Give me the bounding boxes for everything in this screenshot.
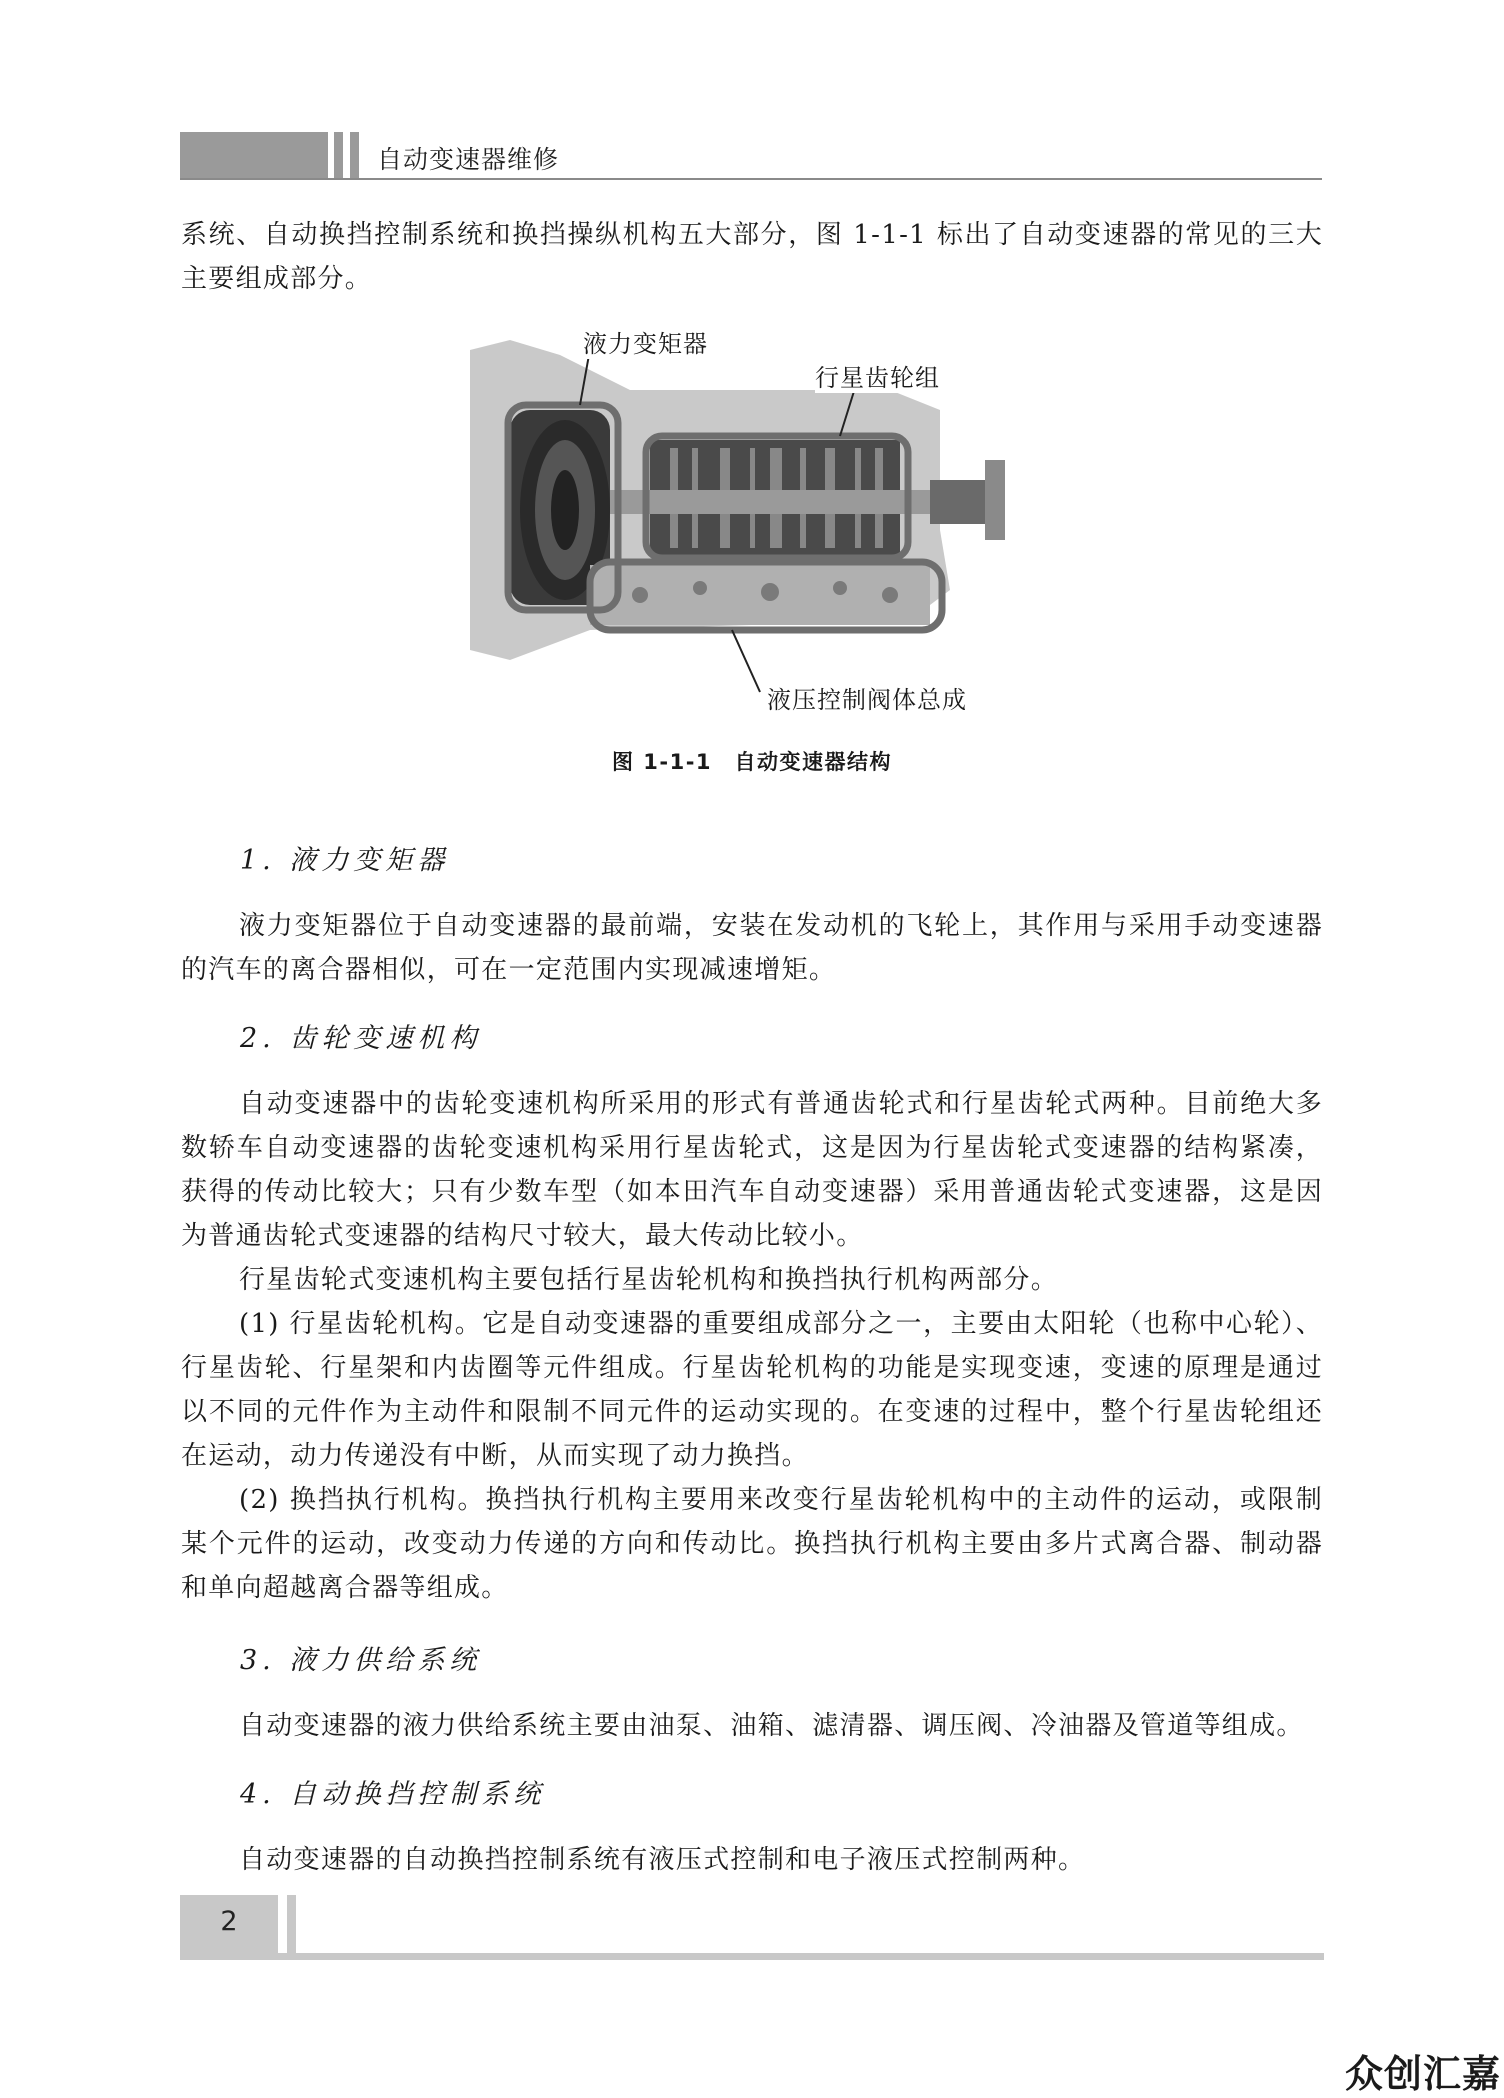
section-1-body: 液力变矩器位于自动变速器的最前端，安装在发动机的飞轮上，其作用与采用手动变速器的汽车的离合器相似，可在一定范围内实现减速增矩。 <box>181 911 1323 985</box>
label-valve-body: 液压控制阀体总成 <box>767 680 967 715</box>
page-number: 2 <box>220 1906 238 1937</box>
intro-paragraph: 系统、自动换挡控制系统和换挡操纵机构五大部分，图 1-1-1 标出了自动变速器的常见的三大主要组成部分。 <box>181 220 1323 294</box>
label-planetary-gear-set: 行星齿轮组 <box>815 358 940 393</box>
label-torque-converter: 液力变矩器 <box>583 324 708 359</box>
footer-bar <box>287 1895 296 1953</box>
section-2-body: 自动变速器中的齿轮变速机构所采用的形式有普通齿轮式和行星齿轮式两种。目前绝大多数轿车自动变速器的齿轮变速机构采用行星齿轮式，这是因为行星齿轮式变速器的结构紧凑，获得的传动比较大；只有少数车型（如本田汽车自动变速器）采用普通齿轮式变速器，这是因为普通齿轮式变速器的结构尺寸较大，最大传动比较小。 行星齿轮式变速机构主要包括行星齿轮机构和换挡执行机构两部分。 (1) 行星齿轮机构。它是自动变速器的重要组成部分之一，主要由太阳轮（也称中心轮）、行星齿轮、行星架和内齿圈等元件组成。行星齿轮机构的功能是实现变速，变速的原理是通过以不同的元件作为主动件和限制不同元件的运动实现的。在变速的过程中，整个行星齿轮组还在运动，动力传递没有中断，从而实现了动力换挡。 (2) 换挡执行机构。换挡执行机构主要用来改变行星齿轮机构中的主动件的运动，或限制某个元件的运动，改变动力传递的方向和传动比。换挡执行机构主要由多片式离合器、制动器和单向超越离合器等组成。 <box>181 1089 1323 1603</box>
footer-rule <box>180 1953 1324 1960</box>
figure-caption: 图 1-1-1 自动变速器结构 <box>611 750 893 774</box>
section-3-body: 自动变速器的液力供给系统主要由油泵、油箱、滤清器、调压阀、冷油器及管道等组成。 <box>239 1711 1304 1741</box>
transmission-cutaway-illustration <box>470 330 1030 700</box>
section-heading: 3. 液力供给系统 <box>240 1645 482 1676</box>
section-heading: 4. 自动换挡控制系统 <box>240 1779 546 1810</box>
section-heading: 1. 液力变矩器 <box>240 845 450 876</box>
transmission-figure <box>470 330 1030 714</box>
section-4-body: 自动变速器的自动换挡控制系统有液压式控制和电子液压式控制两种。 <box>239 1845 1086 1875</box>
header-gray-block <box>180 132 328 180</box>
section-heading: 2. 齿轮变速机构 <box>240 1023 482 1054</box>
header-bar <box>350 132 359 180</box>
watermark-logo-text: 众创汇嘉 <box>1345 2052 1502 2096</box>
header-bar <box>334 132 343 180</box>
running-header-title: 自动变速器维修 <box>377 145 560 174</box>
header-rule <box>180 178 1322 180</box>
